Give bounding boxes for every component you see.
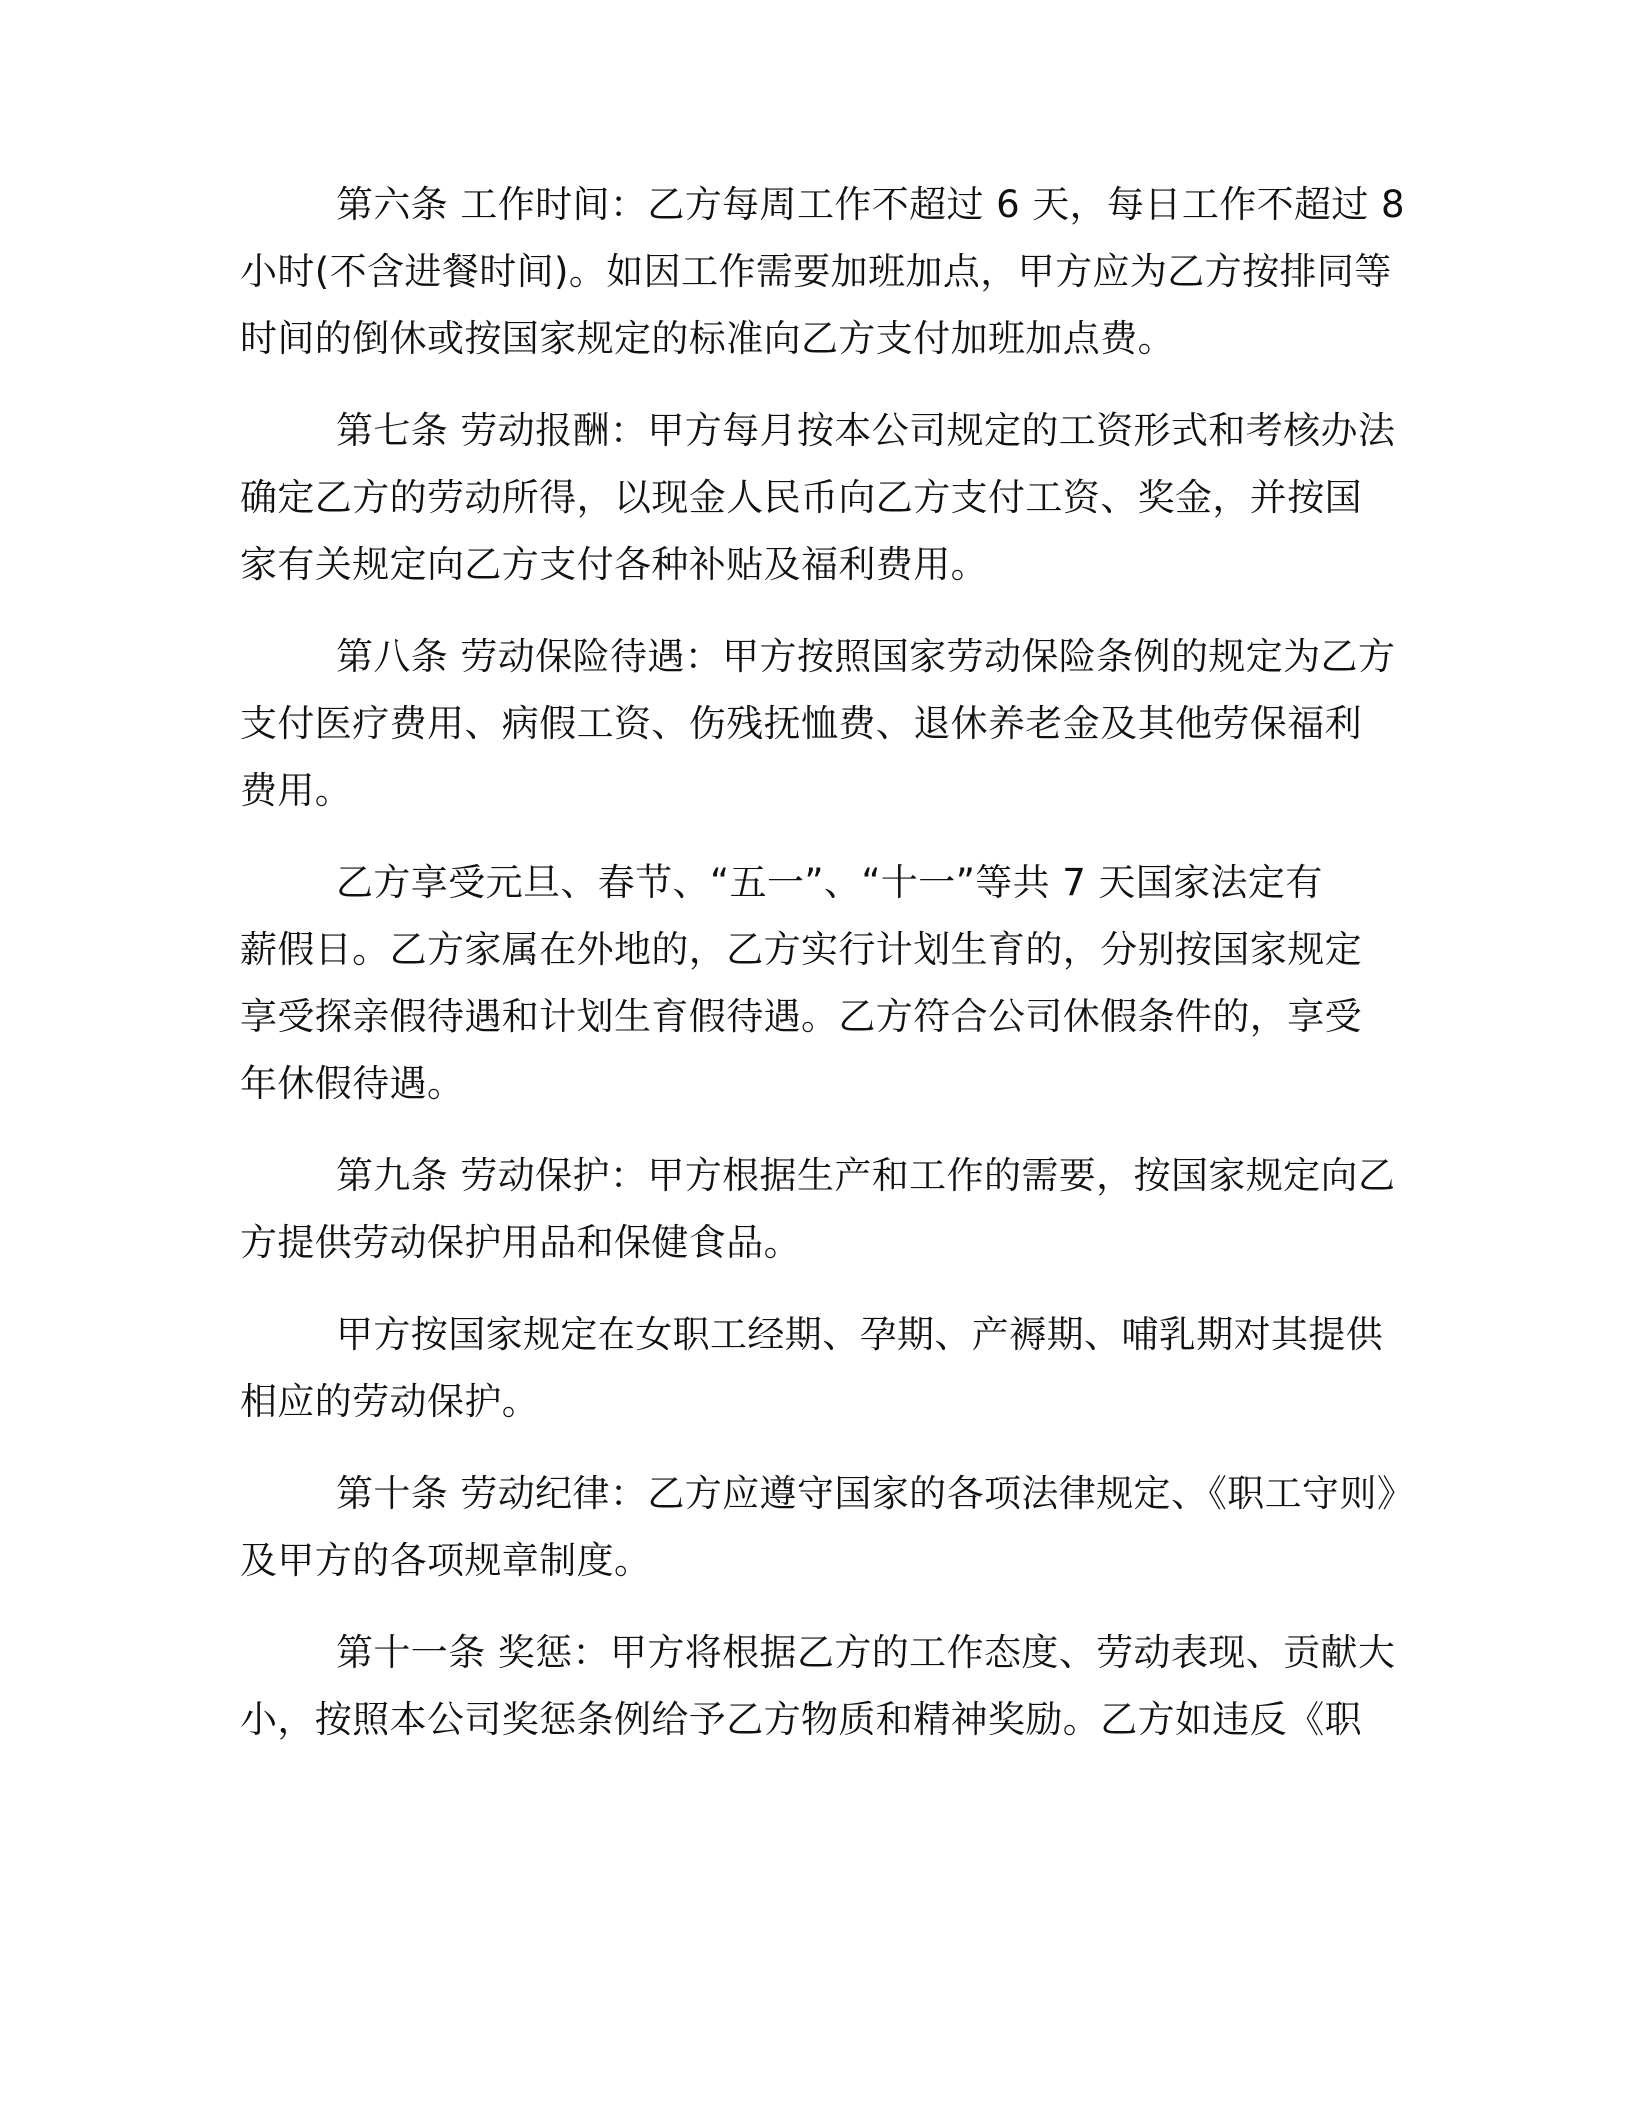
- paragraph-1-line-3: 时间的倒休或按国家规定的标准向乙方支付加班加点费。: [240, 317, 1175, 360]
- paragraph-5-line-2: 方提供劳动保护用品和保健食品。: [240, 1221, 801, 1264]
- paragraph-4-line-2: 薪假日。乙方家属在外地的，乙方实行计划生育的，分别按国家规定: [240, 928, 1362, 971]
- paragraph-1-line-1: 第六条 工作时间：乙方每周工作不超过 6 天，每日工作不超过 8: [336, 183, 1405, 226]
- paragraph-4-line-3: 享受探亲假待遇和计划生育假待遇。乙方符合公司休假条件的，享受: [240, 995, 1362, 1038]
- paragraph-3-line-3: 费用。: [240, 769, 353, 812]
- paragraph-8-line-2: 小，按照本公司奖惩条例给予乙方物质和精神奖励。乙方如违反《职: [240, 1698, 1362, 1741]
- paragraph-7-line-2: 及甲方的各项规章制度。: [240, 1539, 652, 1582]
- paragraph-4-line-4: 年休假待遇。: [240, 1062, 465, 1105]
- paragraph-5-line-1: 第九条 劳动保护：甲方根据生产和工作的需要，按国家规定向乙: [336, 1154, 1396, 1197]
- paragraph-2-line-3: 家有关规定向乙方支付各种补贴及福利费用。: [240, 543, 988, 586]
- paragraph-4-line-1: 乙方享受元旦、春节、“五一”、“十一”等共 7 天国家法定有: [336, 861, 1323, 904]
- paragraph-3-line-1: 第八条 劳动保险待遇：甲方按照国家劳动保险条例的规定为乙方: [336, 635, 1396, 678]
- paragraph-8-line-1: 第十一条 奖惩：甲方将根据乙方的工作态度、劳动表现、贡献大: [336, 1631, 1396, 1674]
- paragraph-2-line-1: 第七条 劳动报酬：甲方每月按本公司规定的工资形式和考核办法: [336, 409, 1396, 452]
- paragraph-6-line-1: 甲方按国家规定在女职工经期、孕期、产褥期、哺乳期对其提供: [336, 1313, 1384, 1356]
- paragraph-2-line-2: 确定乙方的劳动所得，以现金人民币向乙方支付工资、奖金，并按国: [240, 476, 1362, 519]
- paragraph-3-line-2: 支付医疗费用、病假工资、伤残抚恤费、退休养老金及其他劳保福利: [240, 702, 1362, 745]
- paragraph-7-line-1: 第十条 劳动纪律：乙方应遵守国家的各项法律规定、《职工守则》: [336, 1472, 1415, 1515]
- paragraph-1-line-2: 小时(不含进餐时间)。如因工作需要加班加点，甲方应为乙方按排同等: [240, 250, 1392, 293]
- paragraph-6-line-2: 相应的劳动保护。: [240, 1380, 540, 1423]
